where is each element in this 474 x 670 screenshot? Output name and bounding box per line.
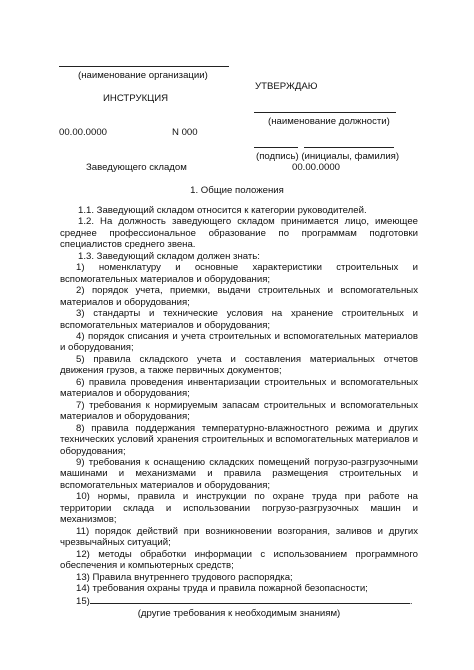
list-item: 13) Правила внутреннего трудового распорядка; <box>76 571 293 583</box>
document-number: N 000 <box>172 127 198 138</box>
list-item: 8) правила поддержания температурно-влажностного режима и других технических условий хранения строительных и вспомогательных материалов и оборудования; <box>60 422 418 457</box>
document-type-title: ИНСТРУКЦИЯ <box>103 93 169 104</box>
approve-label: УТВЕРЖДАЮ <box>255 81 318 92</box>
signature-caption: (подпись) (инициалы, фамилия) <box>256 151 400 162</box>
instruction-body <box>60 205 418 619</box>
list-item: 14) требования охраны труда и правила пожарной безопасности; <box>76 582 368 594</box>
position-line <box>254 112 396 113</box>
list-item: 2) порядок учета, приемки, выдачи строительных и вспомогательных материалов и оборудования; <box>60 285 418 308</box>
instruction-subject: Заведующего складом <box>86 162 187 173</box>
paragraph-1-1: 1.1. Заведующий складом относится к категории руководителей. <box>78 205 367 216</box>
document-date: 00.00.0000 <box>59 127 108 138</box>
initials-line <box>304 147 394 148</box>
list-item: 6) правила проведения инвентаризации строительных и вспомогательных материалов и оборудования; <box>60 376 418 400</box>
list-item: 12) методы обработки информации с использованием программного обеспечения и компьютерных средств; <box>60 548 418 572</box>
other-requirements-caption: (другие требования к необходимым знаниям) <box>137 607 341 619</box>
list-item: 10) нормы, правила и инструкции по охране труда при работе на территории склада и использовании погрузо-разгрузочных машин и механизмов; <box>60 491 418 526</box>
position-caption: (наименование должности) <box>268 116 390 127</box>
list-item: 7) требования к нормируемым запасам строительных и вспомогательных материалов и оборудования; <box>60 399 418 423</box>
fill-in-blank-line <box>90 594 410 604</box>
approval-date: 00.00.0000 <box>292 162 341 173</box>
list-item: 11) порядок действий при возникновении возгорания, заливов и других чрезвычайных ситуаций; <box>60 525 418 549</box>
org-name-line <box>59 66 229 67</box>
list-item-15-number: 15) <box>76 596 90 608</box>
list-item: 1) номенклатуру и основные характеристики строительных и вспомогательных материалов и оборудования; <box>60 262 418 285</box>
signature-line <box>254 147 298 148</box>
paragraph-1-3: 1.3. Заведующий складом должен знать: <box>78 250 260 262</box>
list-item-15 <box>60 594 418 607</box>
list-item: 4) порядок списания и учета строительных и вспомогательных материалов и оборудования; <box>60 330 418 354</box>
section-title: 1. Общие положения <box>190 185 284 196</box>
list-item: 5) правила складского учета и составления материальных отчетов движения грузов, а также первичных документов; <box>60 353 418 377</box>
list-item: 3) стандарты и технические условия на хранение строительных и вспомогательных материалов и оборудования; <box>60 308 418 331</box>
list-item: 9) требования к оснащению складских помещений погрузо-разгрузочными машинами и механизмами и правила размещения строительных и вспомогательных материалов и оборудования; <box>60 456 418 491</box>
paragraph-1-2: 1.2. На должность заведующего складом принимается лицо, имеющее среднее профессиональное образование по программам подготовки специалистов среднего звена. <box>60 216 418 251</box>
org-name-caption: (наименование организации) <box>78 70 208 81</box>
list-item-15-end: . <box>409 596 413 608</box>
